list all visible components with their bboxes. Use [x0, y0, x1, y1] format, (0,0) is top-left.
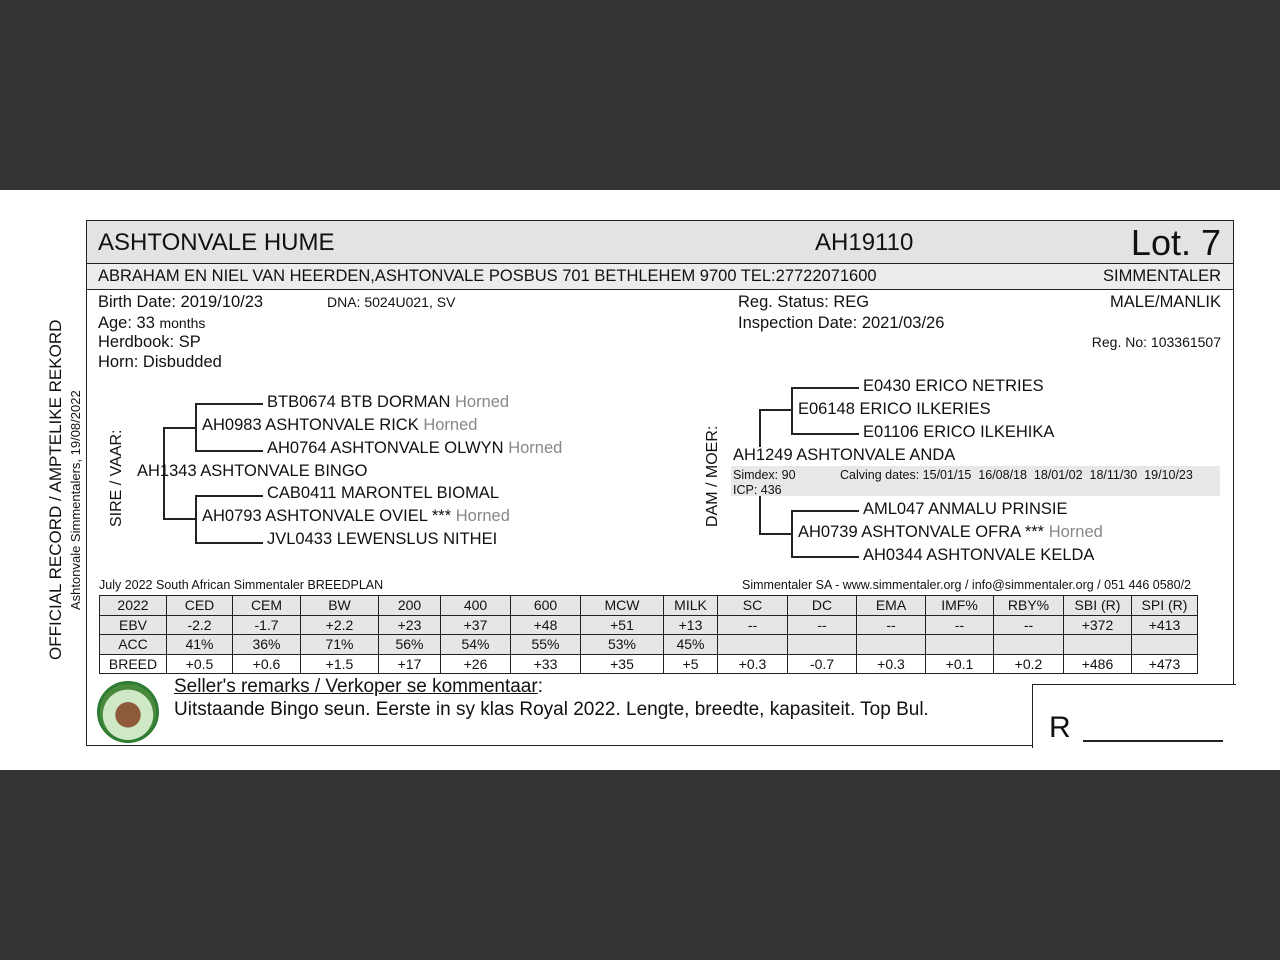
inspection-date: Inspection Date: 2021/03/26 — [738, 314, 945, 332]
table-cell: +0.6 — [233, 654, 301, 674]
header-cell: MILK — [664, 596, 718, 616]
header-cell: 400 — [441, 596, 511, 616]
header-cell: SPI (R) — [1132, 596, 1198, 616]
table-cell: +17 — [379, 654, 441, 674]
header-cell: SBI (R) — [1064, 596, 1132, 616]
breedplan-caption: July 2022 South African Simmentaler BREEDPLAN — [99, 578, 384, 592]
breed-name: SIMMENTALER — [1103, 267, 1221, 285]
table-cell: +26 — [441, 654, 511, 674]
ssd-horn: Horned — [508, 439, 563, 457]
ss-horn: Horned — [423, 416, 478, 434]
birth-date: Birth Date: 2019/10/23 — [98, 293, 264, 311]
dam-name: AH1249 ASHTONVALE ANDA — [733, 446, 956, 464]
table-cell: +2.2 — [301, 615, 379, 635]
simmentaler-logo-icon — [97, 681, 159, 743]
ss-name: AH0983 ASHTONVALE RICK — [202, 416, 419, 434]
dam-sire: E06148 ERICO ILKERIES — [798, 400, 991, 418]
record-sheet — [0, 190, 1280, 770]
table-cell: +48 — [511, 615, 581, 635]
table-cell: 41% — [167, 635, 233, 655]
owner-bar — [87, 264, 1233, 290]
remarks-title — [174, 676, 543, 698]
dam-sire-sire: E0430 ERICO NETRIES — [863, 377, 1044, 395]
header-cell: 2022 — [100, 596, 167, 616]
header-cell: BW — [301, 596, 379, 616]
price-box — [1032, 684, 1236, 748]
table-cell: 56% — [379, 635, 441, 655]
table-cell: 36% — [233, 635, 301, 655]
table-cell: 53% — [581, 635, 664, 655]
table-cell — [788, 635, 857, 655]
table-cell: -- — [857, 615, 926, 635]
sds-name: CAB0411 MARONTEL BIOMAL — [267, 484, 499, 502]
age-value: Age: 33 — [98, 314, 155, 332]
dam-icp: ICP: 436 — [733, 483, 782, 497]
table-cell: -- — [788, 615, 857, 635]
table-cell: +0.3 — [718, 654, 788, 674]
remarks-title-text: Seller's remarks / Verkoper se kommentaar — [174, 676, 538, 697]
sire-name: AH1343 ASHTONVALE BINGO — [137, 462, 368, 480]
table-cell: +35 — [581, 654, 664, 674]
table-cell: +33 — [511, 654, 581, 674]
table-cell: 55% — [511, 635, 581, 655]
header-cell: 200 — [379, 596, 441, 616]
table-cell: +0.1 — [926, 654, 994, 674]
sss-name: BTB0674 BTB DORMAN — [267, 393, 451, 411]
table-cell: -2.2 — [167, 615, 233, 635]
header-cell: EMA — [857, 596, 926, 616]
remarks-colon: : — [537, 676, 543, 697]
table-cell: 54% — [441, 635, 511, 655]
table-row-ebv — [100, 615, 1198, 635]
table-cell: -- — [718, 615, 788, 635]
horn-status: Horn: Disbudded — [98, 353, 222, 371]
breedplan-table — [99, 595, 1198, 674]
dam-dam-sire: AML047 ANMALU PRINSIE — [863, 500, 1068, 518]
table-cell: +37 — [441, 615, 511, 635]
table-cell: +486 — [1064, 654, 1132, 674]
table-cell: -- — [994, 615, 1064, 635]
table-cell: +0.5 — [167, 654, 233, 674]
card-header — [87, 221, 1233, 264]
ssd-name: AH0764 ASHTONVALE OLWYN — [267, 439, 504, 457]
owner-line: ABRAHAM EN NIEL VAN HEERDEN,ASHTONVALE POSBUS 701 BETHLEHEM 9700 TEL:27722071600 — [98, 267, 877, 285]
header-cell: CED — [167, 596, 233, 616]
table-cell: +473 — [1132, 654, 1198, 674]
sire-sire-dam — [267, 439, 562, 458]
table-cell: EBV — [100, 615, 167, 635]
header-cell: RBY% — [994, 596, 1064, 616]
lot-number: Lot. 7 — [1130, 222, 1221, 263]
age — [98, 314, 205, 333]
sex: MALE/MANLIK — [1110, 293, 1221, 311]
table-cell — [1132, 635, 1198, 655]
age-unit: months — [159, 315, 206, 331]
dam-simdex: Simdex: 90 — [733, 468, 796, 482]
table-cell: -0.7 — [788, 654, 857, 674]
sire-sire — [202, 416, 477, 435]
header-cell: 600 — [511, 596, 581, 616]
sire-sire-sire — [267, 393, 509, 412]
table-cell: ACC — [100, 635, 167, 655]
dam-calving-dates: Calving dates: 15/01/15 16/08/18 18/01/02 18/11/30 19/10/23 — [840, 468, 1193, 482]
table-cell — [1064, 635, 1132, 655]
table-cell: -- — [926, 615, 994, 635]
header-cell: MCW — [581, 596, 664, 616]
price-label: R — [1049, 711, 1071, 744]
sire-dam-dam — [267, 530, 497, 549]
dam-label: DAM / MOER: — [704, 425, 721, 527]
table-cell: +413 — [1132, 615, 1198, 635]
price-field[interactable] — [1083, 740, 1223, 742]
sd-name: AH0793 ASHTONVALE OVIEL *** — [202, 507, 452, 525]
table-cell: 71% — [301, 635, 379, 655]
sdd-name: JVL0433 LEWENSLUS NITHEI — [267, 530, 498, 548]
table-cell: +372 — [1064, 615, 1132, 635]
table-cell: +5 — [664, 654, 718, 674]
table-cell — [718, 635, 788, 655]
table-cell: BREED — [100, 654, 167, 674]
source-label: Ashtonvale Simmentalers, 19/08/2022 — [68, 390, 83, 610]
sire-label: SIRE / VAAR: — [108, 429, 125, 527]
table-cell — [994, 635, 1064, 655]
herdbook: Herdbook: SP — [98, 333, 201, 351]
animal-id: AH19110 — [815, 229, 914, 256]
dam-dam — [798, 523, 1103, 542]
table-row-acc — [100, 635, 1198, 655]
sire-dam-sire — [267, 484, 499, 503]
official-record-label: OFFICIAL RECORD / AMPTELIKE REKORD — [46, 319, 65, 660]
animal-name: ASHTONVALE HUME — [98, 229, 335, 256]
header-cell: IMF% — [926, 596, 994, 616]
breedplan-contact: Simmentaler SA - www.simmentaler.org / info@simmentaler.org / 051 446 0580/2 — [742, 578, 1192, 592]
sd-horn: Horned — [455, 507, 510, 525]
header-cell: CEM — [233, 596, 301, 616]
table-cell: +1.5 — [301, 654, 379, 674]
table-cell — [857, 635, 926, 655]
sire-dam — [202, 507, 510, 526]
table-header-row — [100, 596, 1198, 616]
table-cell — [926, 635, 994, 655]
table-cell: 45% — [664, 635, 718, 655]
table-cell: +13 — [664, 615, 718, 635]
header-cell: SC — [718, 596, 788, 616]
table-cell: +51 — [581, 615, 664, 635]
table-cell: +0.3 — [857, 654, 926, 674]
table-cell: -1.7 — [233, 615, 301, 635]
header-cell: DC — [788, 596, 857, 616]
reg-status: Reg. Status: REG — [738, 293, 870, 311]
table-cell: +0.2 — [994, 654, 1064, 674]
dam-sire-dam: E01106 ERICO ILKEHIKA — [863, 423, 1055, 441]
table-cell: +23 — [379, 615, 441, 635]
dam-dam-dam: AH0344 ASHTONVALE KELDA — [863, 546, 1095, 564]
sss-horn: Horned — [454, 393, 510, 411]
dd-horn: Horned — [1048, 523, 1103, 541]
dd-name: AH0739 ASHTONVALE OFRA *** — [798, 523, 1045, 541]
table-row-breed — [100, 654, 1198, 674]
dna: DNA: 5024U021, SV — [327, 294, 456, 310]
reg-number: Reg. No: 103361507 — [1091, 334, 1221, 350]
animal-card — [86, 220, 1234, 746]
remarks-text: Uitstaande Bingo seun. Eerste in sy klas Royal 2022. Lengte, breedte, kapasiteit. Top Bul. — [174, 699, 929, 720]
